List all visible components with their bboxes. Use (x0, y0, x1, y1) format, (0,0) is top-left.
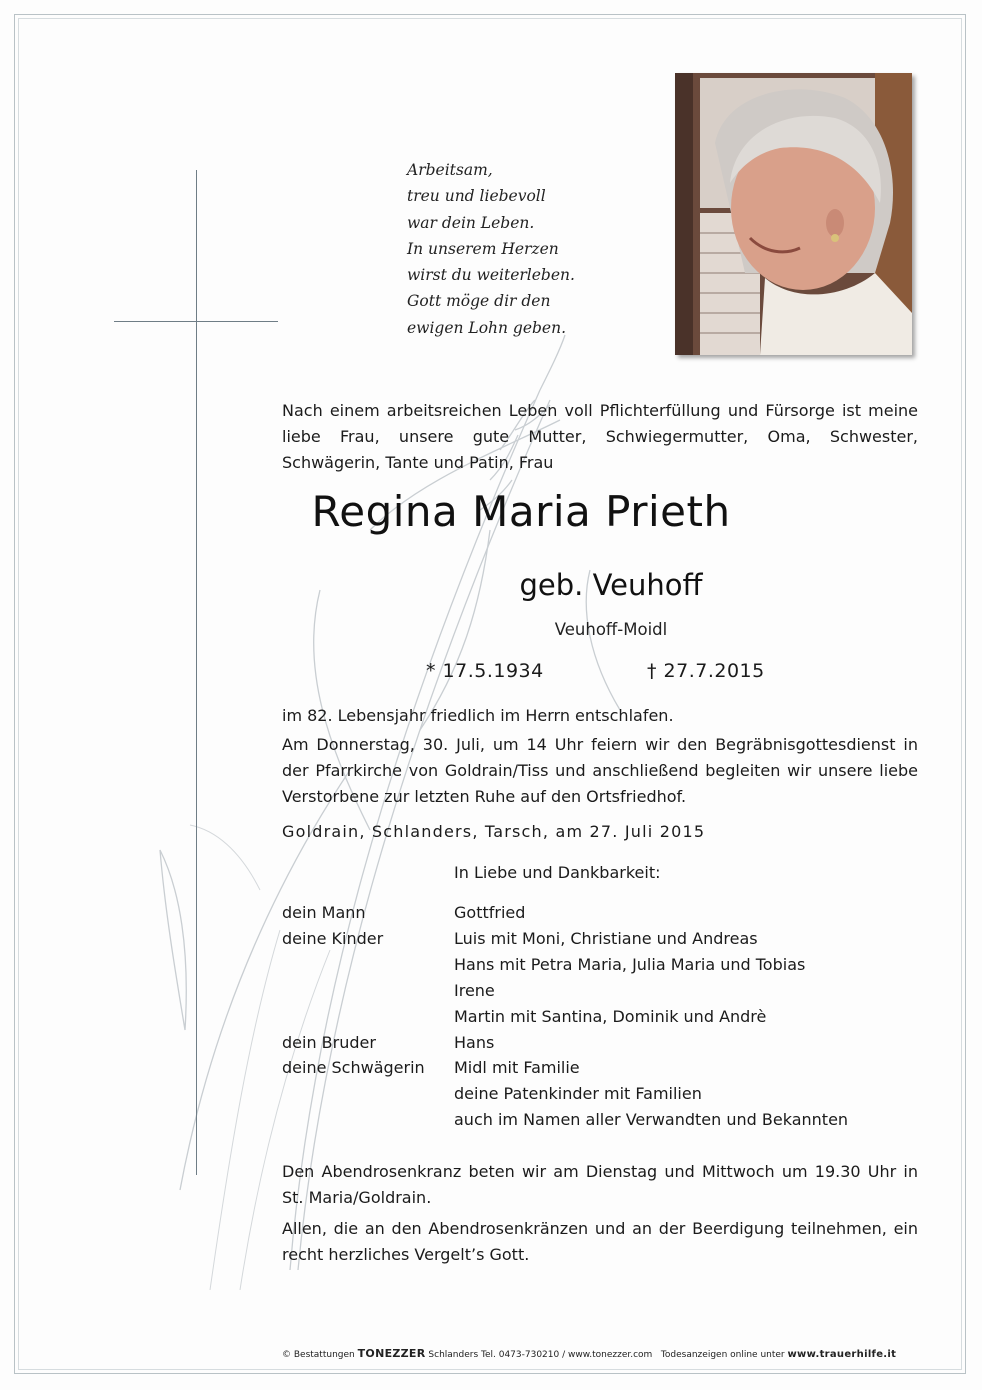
family-relation (282, 1004, 454, 1030)
family-names: deine Patenkinder mit Familien (454, 1084, 702, 1104)
family-relation: dein Mann (282, 903, 366, 922)
poem-line: In unserem Herzen (407, 239, 559, 258)
family-relation (282, 978, 454, 1004)
poem-line: treu und liebevoll (407, 187, 546, 206)
family-row (282, 1004, 848, 1030)
deceased-name: Regina Maria Prieth (311, 487, 731, 536)
family-names: Hans mit Petra Maria, Julia Maria und Tobias (454, 954, 806, 974)
death-date: † 27.7.2015 (647, 660, 765, 682)
nickname: Veuhoff-Moidl (554, 620, 668, 639)
family-row (282, 1055, 848, 1081)
family-row (282, 978, 848, 1004)
family-names: Irene (454, 980, 495, 1000)
family-names: Gottfried (454, 903, 526, 922)
footer (282, 1347, 896, 1360)
rosary-text: Den Abendrosenkranz beten wir am Dienstag und Mittwoch um 19.30 Uhr in St. Maria/Goldrain. (282, 1162, 918, 1207)
maiden-name: geb. Veuhoff (519, 568, 703, 602)
family-relation: deine Kinder (282, 928, 384, 948)
poem-line: Arbeitsam, (407, 161, 493, 179)
birth-date: * 17.5.1934 (426, 660, 544, 682)
family-row (282, 1107, 848, 1133)
closing-line: In Liebe und Dankbarkeit: (454, 863, 661, 882)
family-relation (282, 952, 454, 978)
footer-details: Schlanders Tel. 0473-730210 / www.tonezzer.com (428, 1350, 653, 1360)
footer-online-link[interactable]: www.trauerhilfe.it (787, 1349, 897, 1360)
poem-line: wirst du weiterleben. (407, 266, 575, 285)
memorial-poem (407, 157, 575, 341)
family-relation (282, 1107, 454, 1133)
family-names: Hans (454, 1032, 495, 1052)
family-names: Luis mit Moni, Christiane und Andreas (454, 928, 758, 948)
family-list (282, 900, 848, 1133)
family-relation: deine Schwägerin (282, 1058, 425, 1078)
poem-line: ewigen Lohn geben. (407, 318, 567, 337)
family-names: Martin mit Santina, Dominik und Andrè (454, 1006, 767, 1026)
family-names: auch im Namen aller Verwandten und Bekannten (454, 1110, 849, 1130)
poem-line: war dein Leben. (407, 213, 535, 232)
family-row (282, 1030, 848, 1056)
family-row (282, 900, 848, 926)
cross-horizontal (114, 321, 278, 322)
intro-text: Nach einem arbeitsreichen Leben voll Pflichterfüllung und Fürsorge ist meine liebe Frau, unsere gute Mutter, Schwiegermutter, Oma, Schwester, Schwägerin, Tante und Patin, Frau (282, 401, 918, 472)
family-row (282, 926, 848, 952)
family-names: Midl mit Familie (454, 1058, 580, 1078)
funeral-text: Am Donnerstag, 30. Juli, um 14 Uhr feiern wir den Begräbnisgottesdienst in der Pfarrkirche von Goldrain/Tiss und anschließend begleiten wir unsere liebe Verstorbene zur letzten Ruhe auf den Ortsfriedhof. (282, 735, 918, 806)
portrait-photo (675, 73, 912, 355)
family-row (282, 1081, 848, 1107)
age-text: im 82. Lebensjahr friedlich im Herrn entschlafen. (282, 706, 674, 725)
thanks-text: Allen, die an den Abendrosenkränzen und an der Beerdigung teilnehmen, ein recht herzliches Vergelt’s Gott. (282, 1219, 918, 1264)
footer-copyright: © Bestattungen (282, 1350, 355, 1360)
family-relation: dein Bruder (282, 1032, 376, 1052)
footer-company: TONEZZER (357, 1347, 426, 1360)
family-relation (282, 1081, 454, 1107)
poem-line: Gott möge dir den (407, 292, 551, 311)
footer-online-label: Todesanzeigen online unter (660, 1350, 785, 1360)
place-date: Goldrain, Schlanders, Tarsch, am 27. Juli 2015 (282, 822, 706, 841)
family-row (282, 952, 848, 978)
